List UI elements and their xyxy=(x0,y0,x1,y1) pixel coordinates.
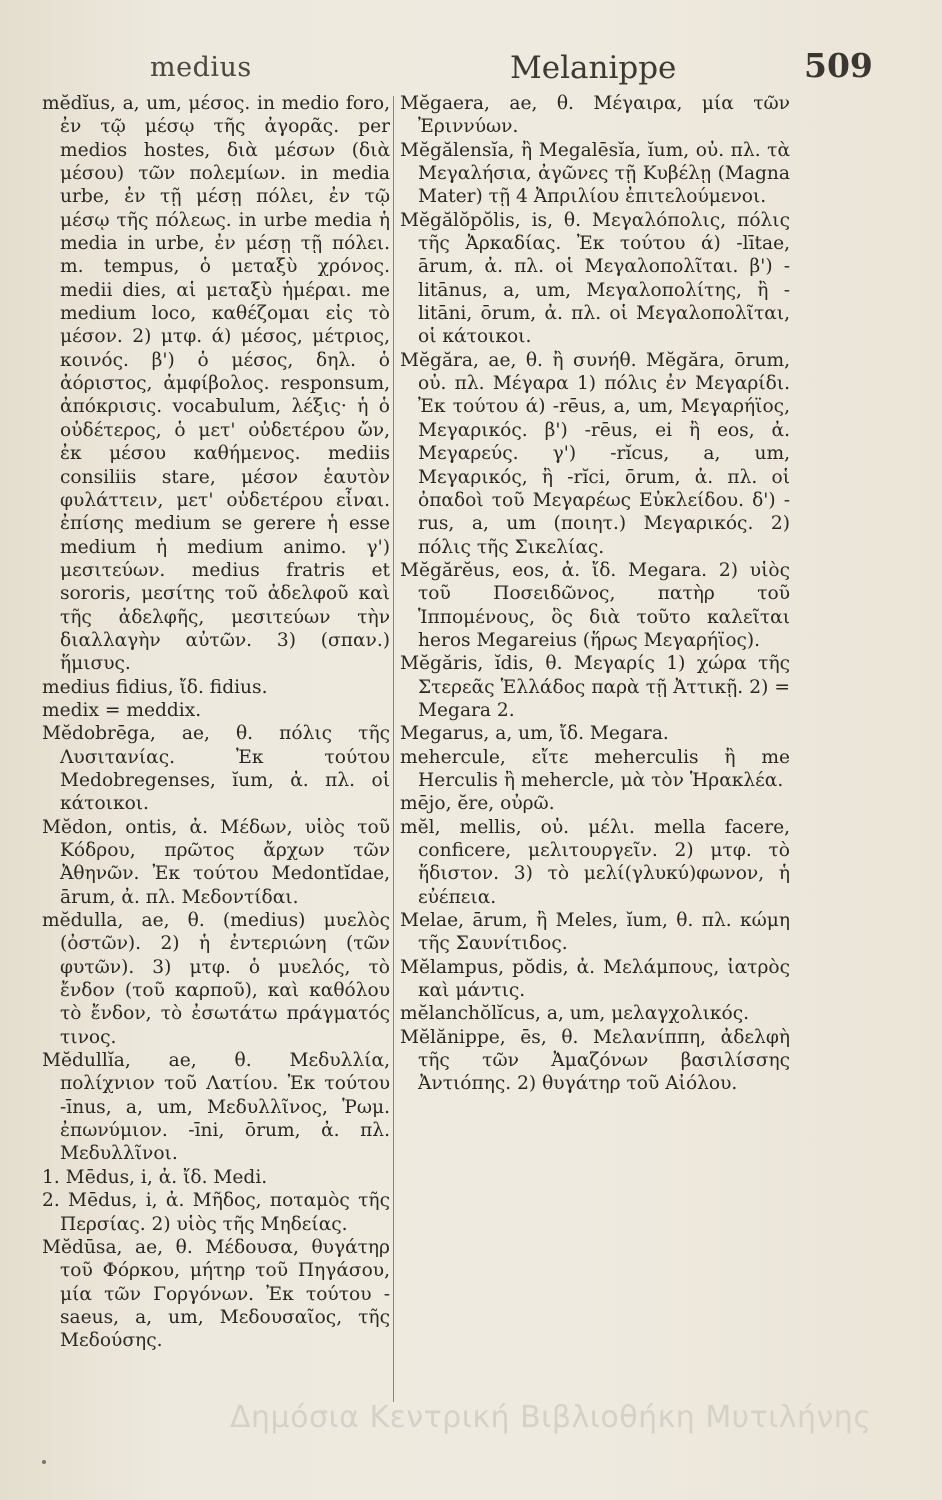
entry-melae: Melae, ārum, ἢ Meles, ĭum, θ. πλ. κώμη τῆς Σαυνίτιδος. xyxy=(400,910,790,955)
entry-megarus: Megarus, a, um, ἴδ. Megara. xyxy=(400,723,669,745)
page-header xyxy=(0,40,942,100)
entry-melanippe: Mĕlănippe, ēs, θ. Μελανίππη, ἀδελφὴ τῆς τῶν Ἀμαζόνων βασιλίσσης Ἀντιόπης. 2) θυγάτηρ τοῦ Αἰόλου. xyxy=(400,1026,790,1095)
entry-medix: medix = meddix. xyxy=(42,699,202,721)
right-guide-word: Melanippe xyxy=(510,50,677,86)
entry-medus-1: 1. Mēdus, i, ἀ. ἴδ. Medi. xyxy=(42,1166,268,1188)
entry-medius-fidius: medius fidius, ἴδ. fidius. xyxy=(42,676,268,698)
paper-speck xyxy=(42,1460,46,1464)
entry-megara: Mĕgăra, ae, θ. ἢ συνήθ. Mĕgăra, ōrum, οὐ. πλ. Μέγαρα 1) πόλις ἐν Μεγαρίδι. Ἐκ τούτου ά) -rēus, a, um, Μεγαρήϊος, Μεγαρικός. β') -rēus, ei ἢ eos, ἀ. Μεγαρεύς. γ') -rĭcus, a, um, Μεγαρικός, ἢ -rĭci, ōrum, ἀ. πλ. οἱ ὀπαδοὶ τοῦ Μεγαρέως Εὐκλείδου. δ') -rus, a, um (ποιητ.) Μεγαρικός. 2) πόλις τῆς Σικελίας. xyxy=(400,349,790,558)
entry-megalopolis: Mĕgălŏpŏlis, is, θ. Μεγαλόπολις, πόλις τῆς Ἀρκαδίας. Ἐκ τούτου ά) -lītae, ārum, ἀ. πλ. οἱ Μεγαλοπολῖται. β') -litānus, a, um, Μεγαλοπολίτης, ἢ -litāni, ōrum, ἀ. πλ. οἱ Μεγαλοπολῖται, οἱ κάτοικοι. xyxy=(400,209,790,348)
entry-medius: mĕdĭus, a, um, μέσος. in medio foro, ἐν τῷ μέσῳ τῆς ἀγορᾶς. per medios hostes, διὰ μέσων (διὰ μέσου) τῶν πολεμίων. in media urbe, ἐν τῇ μέσῃ πόλει, ἐν τῷ μέσῳ τῆς πόλεως. in urbe media ἡ media in urbe, ἐν μέσῃ τῇ πόλει. m. tempus, ὁ μεταξὺ χρόνος. medii dies, αἱ μεταξὺ ἡμέραι. me medium loco, καθέζομαι εἰς τὸ μέσον. 2) μτφ. ά) μέσος, μέτριος, κοινός. β') ὁ μέσος, δηλ. ὁ ἀόριστος, ἀμφίβολος. responsum, ἀπόκρισις. vocabulum, λέξις· ἡ ὁ οὐδέτερος, ὁ μετ' οὐδετέρου ὤν, ἐκ μέσου καθήμενος. mediis consiliis stare, μέσον ἑαυτὸν φυλάττειν, μετ' οὐδετέρου εἶναι. ἐπίσης medium se gerere ἡ esse medium ἡ medium animo. γ') μεσιτεύων. medius fratris et sororis, μεσίτης τοῦ ἀδελφοῦ καὶ τῆς ἀδελφῆς, μεσιτεύων τὴν διαλλαγὴν αὐτῶν. 3) (σπαν.) ἥμισυς. xyxy=(42,93,390,675)
entry-megareus: Mĕgărĕus, eos, ἀ. ἴδ. Megara. 2) υἱὸς τοῦ Ποσειδῶνος, πατὴρ τοῦ Ἱππομένους, ὃς διὰ τοῦτο καλεῖται heros Megareius (ἥρως Μεγαρήϊος). xyxy=(400,559,790,651)
entry-megalensia: Mĕgălensĭa, ἢ Megalēsĭa, ĭum, οὐ. πλ. τὰ Μεγαλήσια, ἀγῶνες τῇ Κυβέλῃ (Magna Mater) τῇ 4 Ἀπριλίου ἐπιτελούμενοι. xyxy=(400,139,790,208)
entry-medusa: Mĕdūsa, ae, θ. Μέδουσα, θυγάτηρ τοῦ Φόρκου, μήτηρ τοῦ Πηγάσου, μία τῶν Γοργόνων. Ἐκ τούτου -saeus, a, um, Μεδουσαῖος, τῆς Μεδούσης. xyxy=(42,1236,390,1352)
page-number: 509 xyxy=(804,46,873,85)
entry-medobrega: Mĕdobrēga, ae, θ. πόλις τῆς Λυσιτανίας. Ἐκ τούτου Medobregenses, ĭum, ἀ. πλ. οἱ κάτοικοι. xyxy=(42,723,390,815)
entry-melancholicus: mĕlanchŏlĭcus, a, um, μελαγχολικός. xyxy=(400,1003,750,1025)
left-guide-word: medius xyxy=(150,52,252,83)
column-divider xyxy=(393,96,394,1402)
entry-medon: Mĕdon, ontis, ἀ. Μέδων, υἱὸς τοῦ Κόδρου, πρῶτος ἄρχων τῶν Ἀθηνῶν. Ἐκ τούτου Medontĭdae, ārum, ἀ. πλ. Μεδοντίδαι. xyxy=(42,816,390,908)
entry-megaera: Mĕgaera, ae, θ. Μέγαιρα, μία τῶν Ἐριννύων. xyxy=(400,93,790,138)
entry-medullia: Mĕdullĭa, ae, θ. Μεδυλλία, πολίχνιον τοῦ Λατίου. Ἐκ τούτου -īnus, a, um, Μεδυλλῖνος, Ῥωμ. ἐπωνύμιον. -īni, ōrum, ἀ. πλ. Μεδυλλῖνοι. xyxy=(42,1050,390,1165)
entry-mehercule: mehercule, εἴτε meherculis ἢ me Herculis ἢ mehercle, μὰ τὸν Ἡρακλέα. xyxy=(400,746,790,791)
left-column xyxy=(42,92,390,1353)
entry-mel: mĕl, mellis, οὐ. μέλι. mella facere, conficere, μελιτουργεῖν. 2) μτφ. τὸ ἥδιστον. 3) τὸ μελί(γλυκύ)φωνον, ἡ εὐέπεια. xyxy=(400,816,790,908)
right-column xyxy=(400,92,790,1096)
library-watermark: Δημόσια Κεντρική Βιβλιοθήκη Μυτιλήνης xyxy=(230,1400,872,1435)
entry-medus-2: 2. Mēdus, i, ἀ. Μῆδος, ποταμὸς τῆς Περσίας. 2) υἱὸς τῆς Μηδείας. xyxy=(42,1190,390,1235)
entry-mejo: mējo, ĕre, οὐρῶ. xyxy=(400,793,555,815)
entry-megaris: Mĕgăris, ĭdis, θ. Μεγαρίς 1) χώρα τῆς Στερεᾶς Ἑλλάδος παρὰ τῇ Ἀττικῇ. 2) = Megara 2. xyxy=(400,653,790,721)
entry-medulla: mĕdulla, ae, θ. (medius) μυελὸς (ὀστῶν). 2) ἡ ἐντεριώνη (τῶν φυτῶν). 3) μτφ. ὁ μυελός, τὸ ἔνδον (τοῦ καρποῦ), καὶ καθόλου τὸ ἔνδον, τὸ ἐσωτάτω πράγματός τινος. xyxy=(42,910,390,1048)
entry-melampus: Mĕlampus, pŏdis, ἀ. Μελάμπους, ἰατρὸς καὶ μάντις. xyxy=(400,956,790,1002)
